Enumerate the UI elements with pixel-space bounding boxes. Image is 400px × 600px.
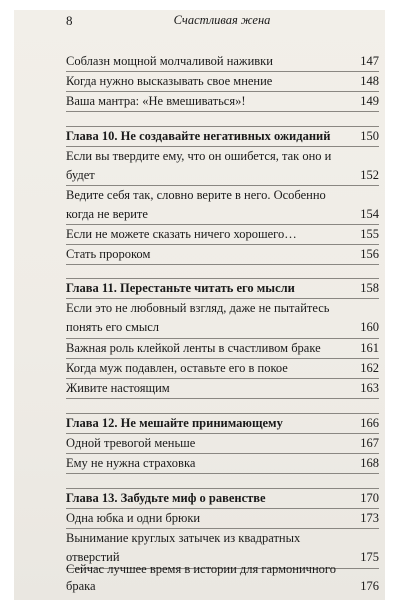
toc-entry-title: Живите настоящим (66, 381, 170, 395)
toc-entry-page: 147 (360, 54, 379, 68)
toc-entry (66, 561, 379, 595)
toc-entry-title: Если это не любовный взгляд, даже не пытайтесь понять его смысл (66, 301, 330, 334)
toc-chapter-title: Глава 11. Перестаньте читать его мысли (66, 281, 295, 295)
toc-entry-page: 168 (360, 456, 379, 470)
toc-entry-title: Когда нужно высказывать свое мнение (66, 74, 273, 88)
toc-entry-page: 152 (360, 168, 379, 182)
toc-entry-page: 175 (360, 550, 379, 564)
toc-entry-title: Если вы твердите ему, что он ошибется, так оно и будет (66, 149, 332, 182)
toc-entry-title: Если не можете сказать ничего хорошего… (66, 227, 297, 241)
toc-entry-page: 160 (360, 320, 379, 334)
toc-entry-page: 162 (360, 361, 379, 375)
toc-entry-page: 154 (360, 207, 379, 221)
table-of-contents-tail (66, 0, 379, 600)
toc-entry-title: Ведите себя так, словно верите в него. Особенно когда не верите (66, 188, 326, 221)
toc-entry-page: 155 (360, 227, 379, 241)
toc-entry-page: 167 (360, 436, 379, 450)
toc-entry-page: 148 (360, 74, 379, 88)
toc-entry-title: Соблазн мощной молчаливой наживки (66, 54, 273, 68)
toc-entry-title: Одна юбка и одни брюки (66, 511, 201, 525)
toc-entry-title: Стать пророком (66, 247, 151, 261)
toc-entry-page: 173 (360, 511, 379, 525)
running-head: Счастливая жена (173, 13, 271, 27)
toc-entry-title: Ваша мантра: «Не вмешиваться»! (66, 94, 246, 108)
toc-chapter-title: Глава 12. Не мешайте принимающему (66, 416, 283, 430)
toc-chapter-page: 150 (360, 129, 379, 143)
toc-entry-title: Одной тревогой меньше (66, 436, 196, 450)
toc-chapter-title: Глава 10. Не создавайте негативных ожиданий (66, 129, 331, 143)
toc-entry-page: 149 (360, 94, 379, 108)
toc-entry-page: 161 (360, 341, 379, 355)
toc-chapter-page: 158 (360, 281, 379, 295)
toc-entry-title: Вынимание круглых затычек из квадратных отверстий (66, 531, 301, 564)
toc-entry-page: 156 (360, 247, 379, 261)
toc-chapter-title: Глава 13. Забудьте миф о равенстве (66, 491, 266, 505)
toc-entry-page: 176 (360, 579, 379, 593)
toc-entry-page: 163 (360, 381, 379, 395)
toc-entry-title: Важная роль клейкой ленты в счастливом браке (66, 341, 321, 355)
toc-entry-title: Сейчас лучшее время в истории для гармоничного брака (66, 562, 336, 593)
toc-chapter-page: 170 (360, 491, 379, 505)
page-number: 8 (66, 13, 73, 28)
toc-entry-title: Ему не нужна страховка (66, 456, 196, 470)
toc-chapter-page: 166 (360, 416, 379, 430)
toc-entry-title: Когда муж подавлен, оставьте его в покое (66, 361, 288, 375)
